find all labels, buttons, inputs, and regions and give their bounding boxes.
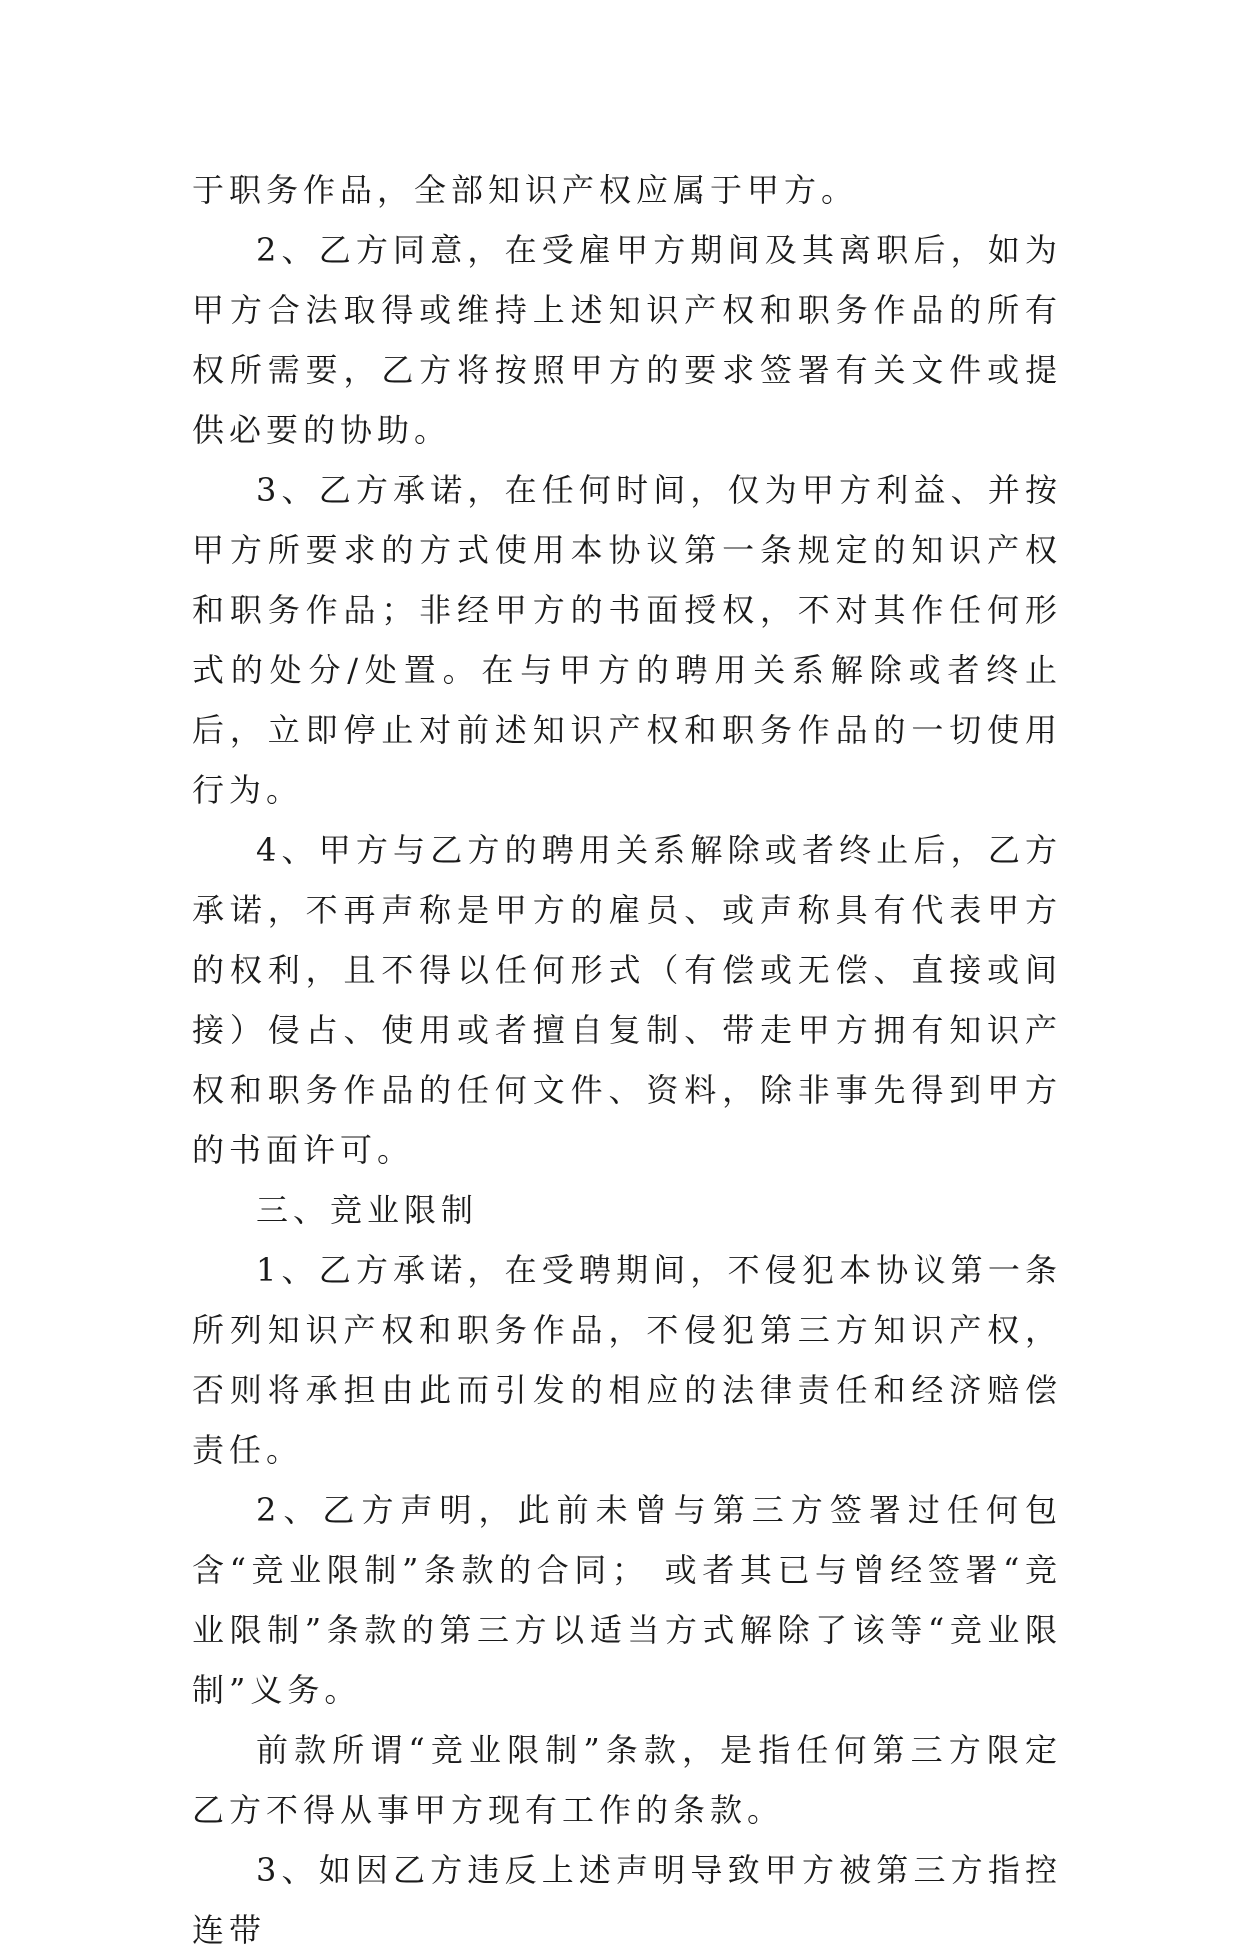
- paragraph-6: 1、乙方承诺，在受聘期间，不侵犯本协议第一条所列知识产权和职务作品，不侵犯第三方知识产权，否则将承担由此而引发的相应的法律责任和经济赔偿责任。: [192, 1251, 1062, 1469]
- paragraph-7: 2、乙方声明，此前未曾与第三方签署过任何包含“竞业限制”条款的合同； 或者其已与曾经签署“竞业限制”条款的第三方以适当方式解除了该等“竞业限制”义务。: [192, 1491, 1062, 1709]
- paragraph-4: 4、甲方与乙方的聘用关系解除或者终止后，乙方承诺，不再声称是甲方的雇员、或声称具有代表甲方的权利，且不得以任何形式（有偿或无偿、直接或间接）侵占、使用或者擅自复制、带走甲方拥有知识产权和职务作品的任何文件、资料，除非事先得到甲方的书面许可。: [192, 831, 1062, 1169]
- paragraph-2: 2、乙方同意，在受雇甲方期间及其离职后，如为甲方合法取得或维持上述知识产权和职务作品的所有权所需要，乙方将按照甲方的要求签署有关文件或提供必要的协助。: [192, 231, 1062, 449]
- section-heading-non-compete: 三、竞业限制: [256, 1191, 479, 1229]
- paragraph-1: 于职务作品，全部知识产权应属于甲方。: [192, 171, 859, 209]
- paragraph-9: 3、如因乙方违反上述声明导致甲方被第三方指控连带: [192, 1851, 1062, 1949]
- document-body: [192, 160, 1062, 1960]
- paragraph-3: 3、乙方承诺，在任何时间，仅为甲方利益、并按甲方所要求的方式使用本协议第一条规定的知识产权和职务作品；非经甲方的书面授权，不对其作任何形式的处分/处置。在与甲方的聘用关系解除或者终止后，立即停止对前述知识产权和职务作品的一切使用行为。: [192, 471, 1062, 809]
- paragraph-8: 前款所谓“竞业限制”条款，是指任何第三方限定乙方不得从事甲方现有工作的条款。: [192, 1731, 1062, 1829]
